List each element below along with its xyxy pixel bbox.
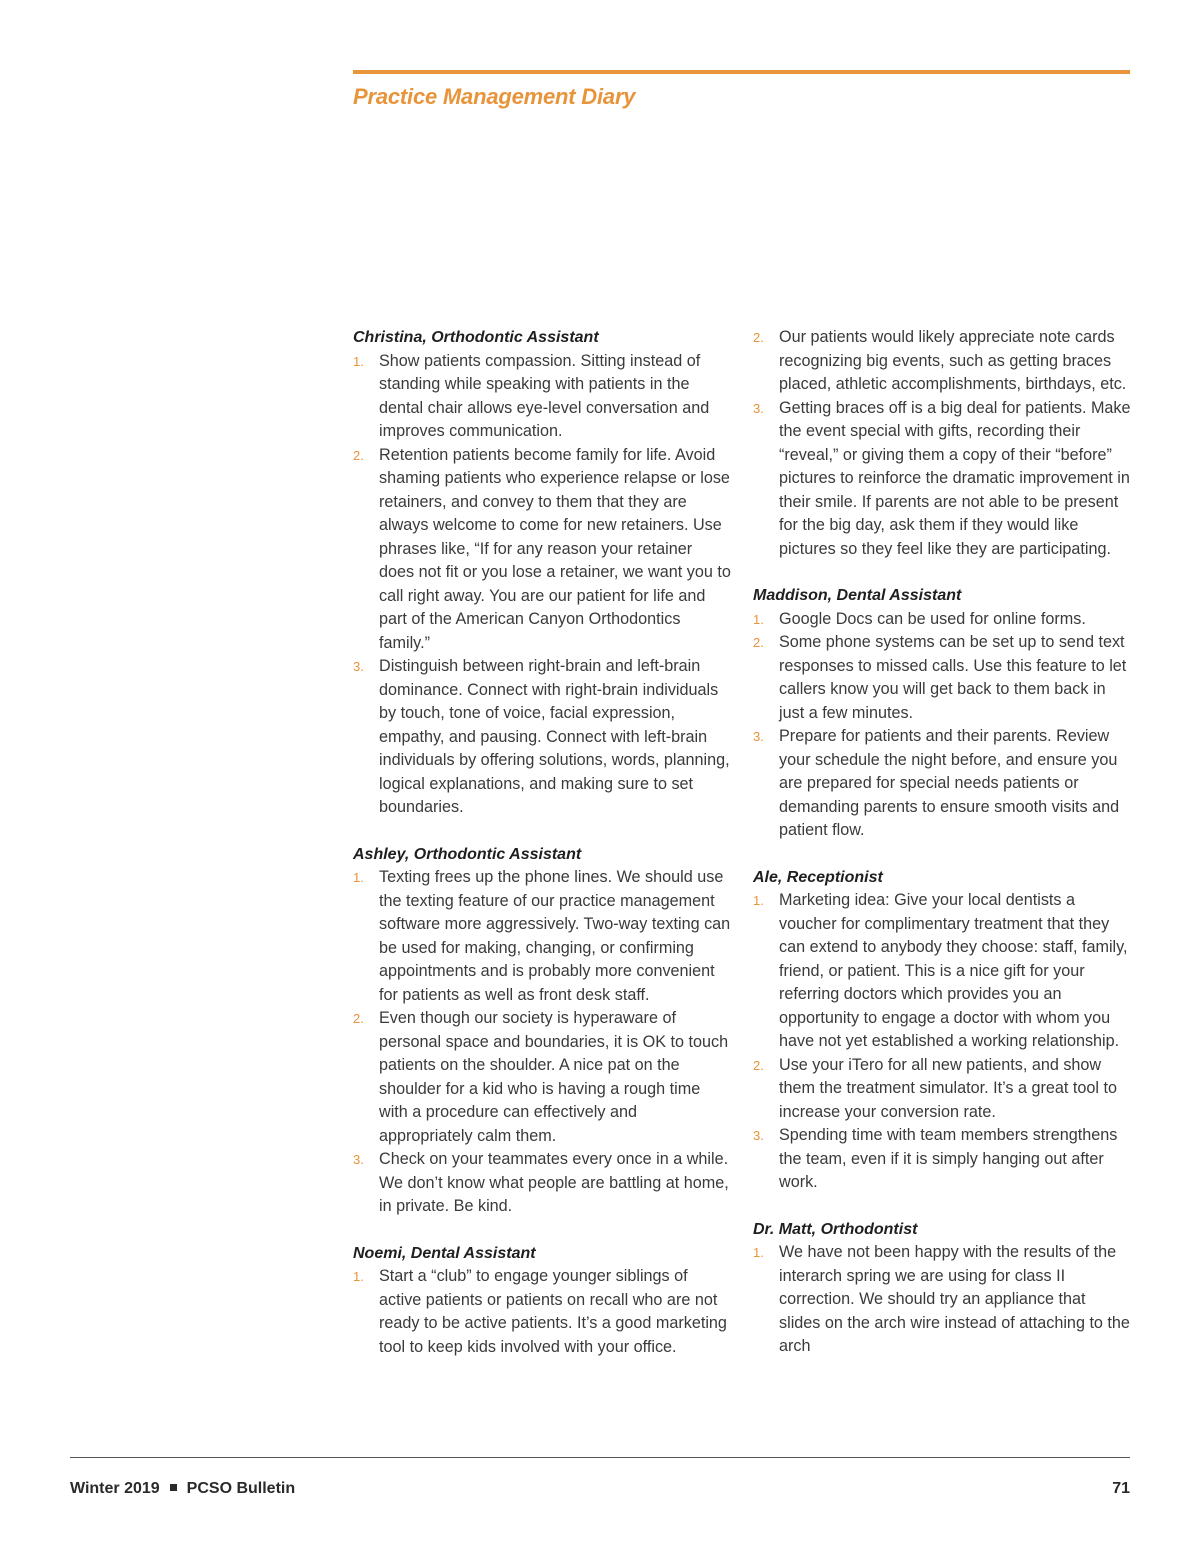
item-number: 2. <box>353 1011 364 1026</box>
tip-section-continued <box>753 326 1131 561</box>
square-bullet-icon <box>170 1484 177 1491</box>
list-item <box>753 1054 1131 1125</box>
item-number: 3. <box>353 1152 364 1167</box>
item-text: Distinguish between right-brain and left-brain dominance. Connect with right-brain individuals by touch, tone of voice, facial expression, empathy, and pausing. Connect with left-brain individuals by offering solutions, words, planning, logical explanations, and making sure to set boundaries. <box>379 657 730 816</box>
section-heading: Maddison, Dental Assistant <box>753 587 962 604</box>
item-number: 2. <box>753 1057 764 1073</box>
item-number: 1. <box>753 611 764 627</box>
page-title: Practice Management Diary <box>353 84 636 109</box>
list-item <box>753 608 1131 632</box>
header-rule <box>353 70 1130 74</box>
item-text: Retention patients become family for life. Avoid shaming patients who experience relapse or lose retainers, and convey to them that they are always welcome to come for new retainers. Use phrases like, “If for any reason your retainer does not fit or you lose a retainer, we want you to call right away. You are our patient for life and part of the American Canyon Orthodontics family.” <box>379 445 731 652</box>
list-item <box>753 889 1131 1054</box>
footer-rule <box>70 1457 1130 1458</box>
tip-list <box>753 889 1131 1195</box>
publication-label: PCSO Bulletin <box>186 1480 296 1497</box>
item-text: Use your iTero for all new patients, and show them the treatment simulator. It’s a great tool to increase your conversion rate. <box>779 1055 1118 1121</box>
tip-section <box>353 1242 731 1360</box>
tip-section <box>753 584 1131 843</box>
item-number: 1. <box>753 893 764 908</box>
tip-list <box>353 866 731 1219</box>
item-number: 2. <box>353 447 364 463</box>
list-item <box>753 326 1131 397</box>
tip-section <box>753 1218 1131 1359</box>
item-text: Some phone systems can be set up to send text responses to missed calls. Use this feature to let callers know you will get back to them back in just a few minutes. <box>779 633 1127 722</box>
tip-section <box>753 866 1131 1195</box>
item-number: 1. <box>353 870 364 885</box>
section-heading: Ashley, Orthodontic Assistant <box>353 845 582 863</box>
list-item <box>753 1241 1131 1359</box>
item-text: Our patients would likely appreciate note cards recognizing big events, such as getting braces placed, athletic accomplishments, birthdays, etc. <box>779 328 1127 393</box>
item-number: 3. <box>753 400 764 416</box>
item-text: Texting frees up the phone lines. We should use the texting feature of our practice management software more aggressively. Two-way texting can be used for making, changing, or confirming appointments and is probably more convenient for patients as well as front desk staff. <box>379 868 731 1004</box>
right-column <box>753 326 1131 1382</box>
list-item <box>753 631 1131 725</box>
tip-list <box>353 1265 731 1359</box>
item-number: 1. <box>353 353 364 369</box>
list-item <box>353 866 731 1007</box>
item-number: 3. <box>753 729 764 744</box>
section-heading: Noemi, Dental Assistant <box>353 1244 536 1262</box>
item-number: 1. <box>353 1269 364 1284</box>
item-number: 3. <box>353 659 364 674</box>
tip-list <box>753 1241 1131 1359</box>
tip-list <box>753 326 1131 561</box>
list-item <box>353 1265 731 1359</box>
item-number: 1. <box>753 1245 764 1260</box>
item-text: Check on your teammates every once in a while. We don’t know what people are battling at home, in private. Be kind. <box>379 1150 729 1215</box>
tip-section <box>353 326 731 820</box>
item-number: 3. <box>753 1128 764 1143</box>
item-number: 2. <box>753 330 764 345</box>
list-item <box>353 1007 731 1148</box>
list-item <box>753 1124 1131 1195</box>
section-heading: Ale, Receptionist <box>753 868 883 886</box>
item-text: Getting braces off is a big deal for patients. Make the event special with gifts, recording their “reveal,” or giving them a copy of their “before” pictures to reinforce the dramatic improvement in their smile. If parents are not able to be present for the big day, ask them if they would like pictures so they feel like they are participating. <box>779 398 1131 558</box>
tip-list <box>353 350 731 820</box>
list-item <box>353 350 731 444</box>
left-column <box>353 326 731 1382</box>
item-number: 2. <box>753 635 764 650</box>
item-text: Even though our society is hyperaware of personal space and boundaries, it is OK to touch patients on the shoulder. A nice pat on the shoulder for a kid who is having a rough time with a procedure can effectively and appropriately calm them. <box>379 1009 729 1145</box>
item-text: Marketing idea: Give your local dentists a voucher for complimentary treatment that they can extend to anybody they choose: staff, family, friend, or patient. This is a nice gift for your referring doctors which provides you an opportunity to engage a doctor with whom you have not yet established a working relationship. <box>779 891 1128 1050</box>
list-item <box>353 1148 731 1219</box>
section-heading: Christina, Orthodontic Assistant <box>353 329 599 346</box>
list-item <box>353 655 731 820</box>
item-text: Start a “club” to engage younger siblings of active patients or patients on recall who are not ready to be active patients. It’s a good marketing tool to keep kids involved with your office. <box>379 1267 727 1356</box>
issue-label: Winter 2019 <box>70 1480 160 1497</box>
tip-list <box>753 608 1131 843</box>
footer-issue <box>70 1480 295 1498</box>
item-text: We have not been happy with the results of the interarch spring we are using for class II correction. We should try an appliance that slides on the arch wire instead of attaching to the arch <box>779 1243 1130 1355</box>
item-text: Prepare for patients and their parents. Review your schedule the night before, and ensure you are prepared for special needs patients or demanding parents to ensure smooth visits and patient flow. <box>779 727 1120 839</box>
list-item <box>753 725 1131 843</box>
page-number: 71 <box>1112 1480 1130 1497</box>
section-heading: Dr. Matt, Orthodontist <box>753 1220 918 1238</box>
item-text: Spending time with team members strengthens the team, even if it is simply hanging out after work. <box>779 1126 1118 1191</box>
tip-section <box>353 843 731 1219</box>
item-text: Google Docs can be used for online forms. <box>779 609 1086 628</box>
list-item <box>353 444 731 656</box>
item-text: Show patients compassion. Sitting instead of standing while speaking with patients in the dental chair allows eye-level conversation and improves communication. <box>379 351 710 440</box>
list-item <box>753 397 1131 562</box>
